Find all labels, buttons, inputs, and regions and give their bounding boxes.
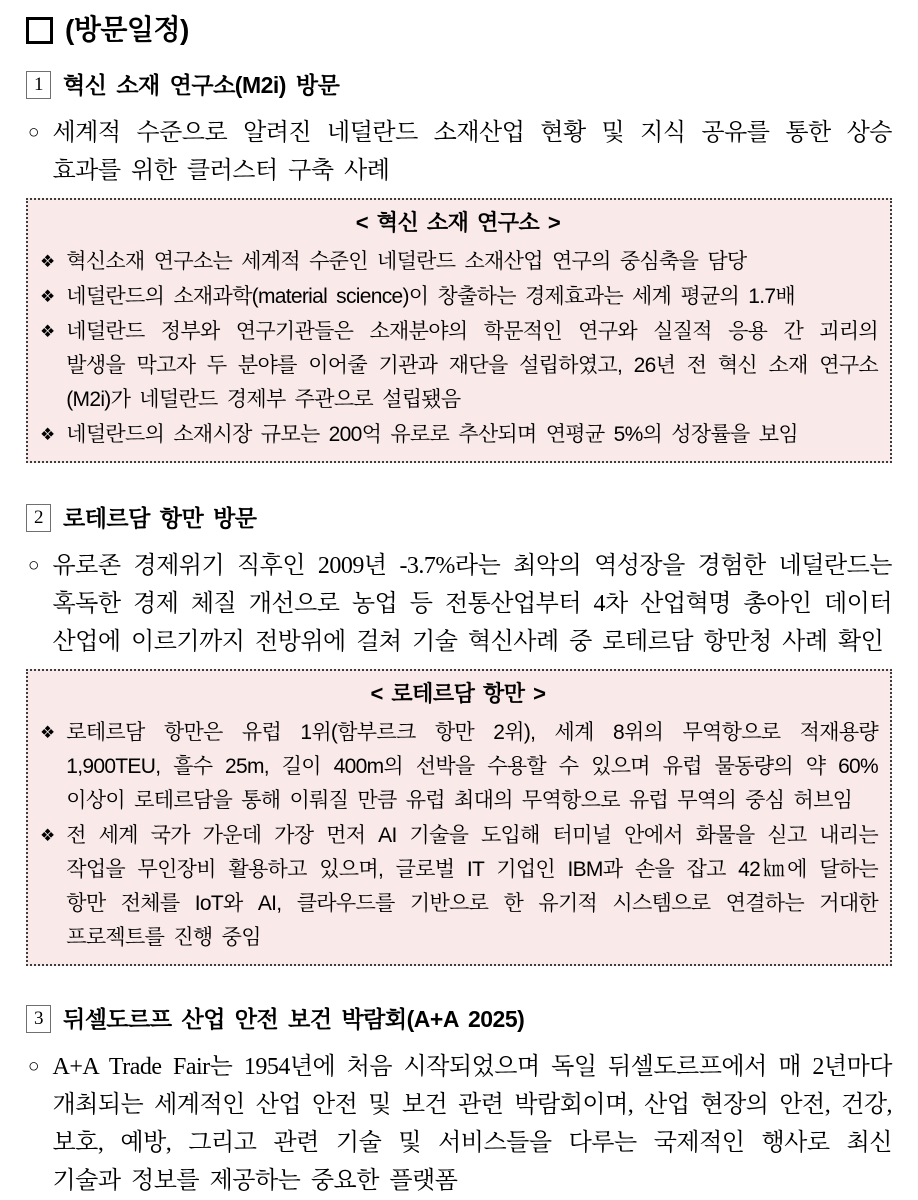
- list-item: [38, 315, 878, 417]
- list-item: [38, 280, 878, 314]
- section-3-heading-text: 뒤셀도르프 산업 안전 보건 박람회(A+A 2025): [63, 1006, 525, 1032]
- section-2-number-box: 2: [26, 504, 51, 532]
- section-2-paragraph: [28, 547, 892, 661]
- section-3-paragraph: [28, 1048, 892, 1200]
- list-item-text: 전 세계 국가 가운데 가장 먼저 AI 기술을 도입해 터미널 안에서 화물을 싣고 내리는 작업을 무인장비 활용하고 있으며, 글로벌 IT 기업인 IBM과 손을 잡고 42㎞에 달하는 항만 전체를 IoT와 AI, 클라우드를 기반으로 한 유기적 시스템으로 연결하는 거대한 프로젝트를 진행 중임: [66, 824, 878, 949]
- list-item: [38, 418, 878, 452]
- section-2-heading-text: 로테르담 항만 방문: [63, 505, 257, 531]
- list-item: [38, 245, 878, 279]
- info-box-m2i: [26, 198, 892, 463]
- diamond-bullet-icon: ❖: [40, 287, 56, 306]
- section-3-paragraph-text: A+A Trade Fair는 1954년에 처음 시작되었으며 독일 뒤셀도르프에서 매 2년마다 개최되는 세계적인 산업 안전 및 보건 관련 박람회이며, 산업 현장의 안전, 건강, 보호, 예방, 그리고 관련 기술 및 서비스들을 다루는 국제적인 행사로 최신 기술과 정보를 제공하는 중요한 플랫폼: [52, 1054, 892, 1194]
- list-item: [38, 819, 878, 955]
- section-1-heading: [26, 70, 892, 100]
- doc-title-text: (방문일정): [65, 14, 189, 45]
- section-2-paragraph-text: 유로존 경제위기 직후인 2009년 -3.7%라는 최악의 역성장을 경험한 네덜란드는 혹독한 경제 체질 개선으로 농업 등 전통산업부터 4차 산업혁명 총아인 데이터 산업에 이르기까지 전방위에 걸쳐 기술 혁신사례 중 로테르담 항만청 사례 확인: [52, 553, 892, 655]
- diamond-bullet-icon: ❖: [40, 252, 56, 271]
- info-box-m2i-title: < 혁신 소재 연구소 >: [355, 210, 561, 235]
- square-bullet-icon: [26, 17, 53, 44]
- list-item-text: 로테르담 항만은 유럽 1위(함부르크 항만 2위), 세계 8위의 무역항으로 적재용량 1,900TEU, 흘수 25m, 길이 400m의 선박을 수용할 수 있으며 유럽 물동량의 약 60% 이상이 로테르담을 통해 이뤄질 만큼 유럽 최대의 무역항으로 유럽 무역의 중심 허브임: [66, 721, 878, 812]
- section-1-paragraph-text: 세계적 수준으로 알려진 네덜란드 소재산업 현황 및 지식 공유를 통한 상승 효과를 위한 클러스터 구축 사례: [52, 120, 892, 184]
- section-2-heading: [26, 503, 892, 533]
- diamond-bullet-icon: ❖: [40, 826, 56, 845]
- section-1-paragraph: [28, 114, 892, 190]
- info-box-rotterdam: [26, 669, 892, 966]
- diamond-bullet-icon: ❖: [40, 322, 56, 341]
- diamond-bullet-icon: ❖: [40, 425, 56, 444]
- list-item-text: 네덜란드 정부와 연구기관들은 소재분야의 학문적인 연구와 실질적 응용 간 괴리의 발생을 막고자 두 분야를 이어줄 기관과 재단을 설립하였고, 26년 전 혁신 소재 연구소(M2i)가 네덜란드 경제부 주관으로 설립됐음: [66, 320, 878, 411]
- circle-bullet-icon: ○: [28, 1056, 40, 1077]
- section-3-heading: [26, 1004, 892, 1034]
- diamond-bullet-icon: ❖: [40, 723, 56, 742]
- section-1-number-box: 1: [26, 71, 51, 99]
- circle-bullet-icon: ○: [28, 555, 40, 576]
- section-3-number-box: 3: [26, 1005, 51, 1033]
- list-item-text: 네덜란드의 소재과학(material science)이 창출하는 경제효과는 세계 평균의 1.7배: [66, 285, 795, 308]
- info-box-rotterdam-title: < 로테르담 항만 >: [370, 681, 546, 706]
- circle-bullet-icon: ○: [28, 122, 40, 143]
- list-item-text: 혁신소재 연구소는 세계적 수준인 네덜란드 소재산업 연구의 중심축을 담당: [66, 250, 747, 273]
- list-item: [38, 716, 878, 818]
- doc-title: [26, 14, 892, 46]
- section-1-heading-text: 혁신 소재 연구소(M2i) 방문: [63, 72, 340, 98]
- list-item-text: 네덜란드의 소재시장 규모는 200억 유로로 추산되며 연평균 5%의 성장률을 보임: [66, 423, 798, 446]
